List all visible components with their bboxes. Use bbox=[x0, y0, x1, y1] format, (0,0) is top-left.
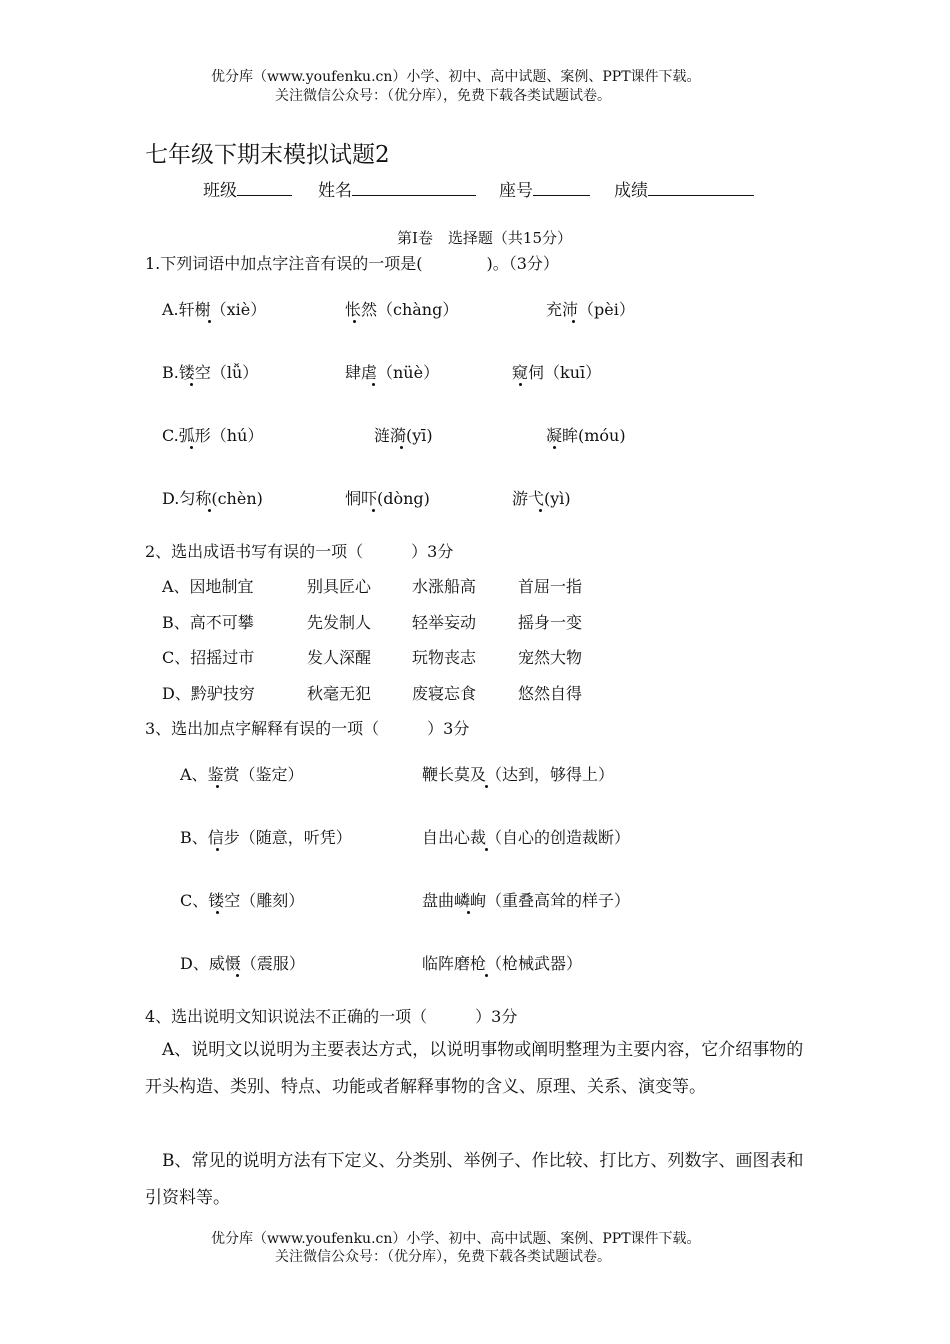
q3-option-c-1: C、镂空（雕刻） bbox=[180, 891, 305, 910]
q2-option-d-3: 废寝忘食 bbox=[412, 684, 477, 703]
q2-option-c-1: C、招摇过市 bbox=[162, 648, 255, 667]
q3-option-a-1: A、鉴赏（鉴定） bbox=[180, 765, 304, 784]
q2-option-a-2: 别具匠心 bbox=[307, 577, 372, 596]
emphasis-dot bbox=[372, 509, 375, 512]
q4-option-b: B、常见的说明方法有下定义、分类别、举例子、作比较、打比方、列数字、画图表和引资料等。 bbox=[145, 1151, 804, 1208]
info-name bbox=[318, 176, 476, 201]
emphasis-dot bbox=[572, 320, 575, 323]
q1-option-d-2: 恫吓(dòng) bbox=[345, 489, 430, 508]
q2-option-d-1: D、黔驴技穷 bbox=[162, 684, 255, 703]
q1-option-c-3: 凝眸(móu) bbox=[546, 426, 626, 445]
q2-option-b-4: 摇身一变 bbox=[518, 613, 583, 632]
emphasis-dot bbox=[539, 509, 542, 512]
q2-option-c-3: 玩物丧志 bbox=[412, 648, 477, 667]
q4-stem: 4、选出说明文知识说法不正确的一项（ ）3分 bbox=[145, 1007, 518, 1026]
header-line-2: 关注微信公众号：（优分库），免费下载各类试题试卷。 bbox=[275, 88, 611, 104]
q2-option-b-3: 轻举妄动 bbox=[412, 613, 477, 632]
header-line-1: 优分库（www.youfenku.cn）小学、初中、高中试题、案例、PPT课件下载。 bbox=[211, 69, 701, 85]
q2-stem: 2、选出成语书写有误的一项（ ）3分 bbox=[145, 542, 454, 561]
q1-option-d-3: 游弋(yì) bbox=[512, 489, 571, 508]
q2-option-a-3: 水涨船高 bbox=[412, 577, 477, 596]
q1-option-a-3: 充沛（pèi） bbox=[546, 300, 635, 319]
info-class bbox=[203, 176, 292, 201]
q1-option-c-1: C.弧形（hú） bbox=[162, 426, 264, 445]
info-score-label: 成绩 bbox=[614, 181, 648, 201]
q3-option-b-2: 自出心裁（自心的创造裁断） bbox=[422, 828, 631, 847]
q3-stem: 3、选出加点字解释有误的一项（ ）3分 bbox=[145, 719, 470, 738]
footer-line-2: 关注微信公众号：（优分库），免费下载各类试题试卷。 bbox=[275, 1249, 611, 1265]
q1-option-d-1: D.匀称(chèn) bbox=[162, 489, 263, 508]
section-heading: 第Ⅰ卷 选择题（共15分） bbox=[397, 229, 573, 247]
q1-option-b-3: 窥伺（kuī） bbox=[512, 363, 602, 382]
footer-line-1: 优分库（www.youfenku.cn）小学、初中、高中试题、案例、PPT课件下载。 bbox=[211, 1231, 701, 1247]
q2-option-a-4: 首屈一指 bbox=[518, 577, 583, 596]
page-title: 七年级下期末模拟试题2 bbox=[145, 142, 390, 168]
q2-option-c-4: 宠然大物 bbox=[518, 648, 583, 667]
q2-option-d-2: 秋毫无犯 bbox=[307, 684, 372, 703]
q1-option-a-2: 怅然（chàng） bbox=[345, 300, 459, 319]
q2-option-b-1: B、高不可攀 bbox=[162, 613, 254, 632]
q2-option-c-2: 发人深醒 bbox=[307, 648, 372, 667]
emphasis-dot bbox=[467, 911, 470, 914]
score-blank bbox=[648, 178, 754, 196]
q1-option-a-1: A.轩榭（xiè） bbox=[162, 300, 267, 319]
emphasis-dot bbox=[190, 446, 193, 449]
q2-option-d-4: 悠然自得 bbox=[518, 684, 583, 703]
q3-option-d-2: 临阵磨枪（枪械武器） bbox=[422, 954, 583, 973]
info-seat-label: 座号 bbox=[499, 181, 533, 201]
info-name-label: 姓名 bbox=[318, 181, 352, 201]
q1-stem: 1.下列词语中加点字注音有误的一项是( )。（3分） bbox=[145, 254, 559, 273]
emphasis-dot bbox=[485, 848, 488, 851]
q4-option-a: A、说明文以说明为主要表达方式，以说明事物或阐明整理为主要内容，它介绍事物的开头构造、类别、特点、功能或者解释事物的含义、原理、关系、演变等。 bbox=[145, 1040, 804, 1097]
q3-option-c-2: 盘曲嶙峋（重叠高耸的样子） bbox=[422, 891, 631, 910]
q1-option-b-2: 肆虐（nüè） bbox=[345, 363, 440, 382]
class-blank bbox=[237, 178, 292, 196]
q1-option-b-1: B.镂空（lǚ） bbox=[162, 363, 259, 382]
name-blank bbox=[352, 178, 476, 196]
emphasis-dot bbox=[400, 446, 403, 449]
info-class-label: 班级 bbox=[203, 181, 237, 201]
emphasis-dot bbox=[216, 848, 219, 851]
emphasis-dot bbox=[372, 383, 375, 386]
emphasis-dot bbox=[208, 509, 211, 512]
emphasis-dot bbox=[236, 974, 239, 977]
emphasis-dot bbox=[216, 785, 219, 788]
q2-option-b-2: 先发制人 bbox=[307, 613, 372, 632]
emphasis-dot bbox=[353, 320, 356, 323]
info-seat bbox=[499, 176, 590, 201]
q3-option-d-1: D、威慑（震服） bbox=[180, 954, 305, 973]
emphasis-dot bbox=[553, 446, 556, 449]
q3-option-b-1: B、信步（随意，听凭） bbox=[180, 828, 352, 847]
emphasis-dot bbox=[208, 320, 211, 323]
q1-option-c-2: 涟漪(yī) bbox=[374, 426, 433, 445]
emphasis-dot bbox=[216, 911, 219, 914]
q2-option-a-1: A、因地制宜 bbox=[162, 577, 254, 596]
emphasis-dot bbox=[485, 785, 488, 788]
seat-blank bbox=[533, 178, 590, 196]
emphasis-dot bbox=[519, 383, 522, 386]
emphasis-dot bbox=[190, 383, 193, 386]
q3-option-a-2: 鞭长莫及（达到，够得上） bbox=[422, 765, 615, 784]
emphasis-dot bbox=[485, 974, 488, 977]
info-score bbox=[614, 176, 754, 201]
